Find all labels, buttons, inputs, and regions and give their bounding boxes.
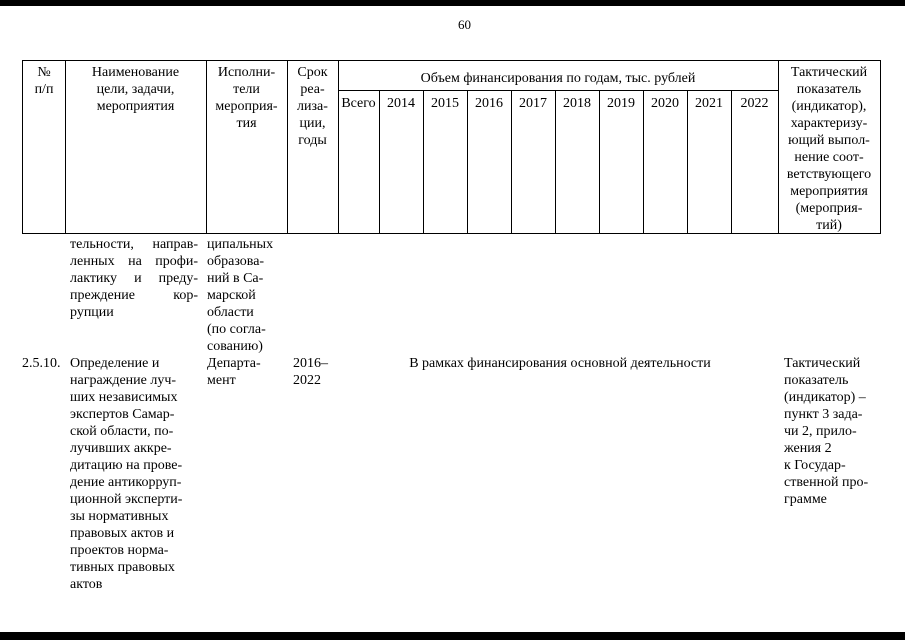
header-year: 2017 — [519, 96, 547, 111]
header-financing: Объем финансирования по годам, тыс. рублей — [420, 71, 696, 86]
header-executors: Исполни- тели мероприя- тия — [215, 65, 278, 131]
row-number: 2.5.10. — [22, 356, 61, 371]
header-term: Срок реа- лиза- ции, годы — [297, 65, 328, 148]
header-year: 2021 — [695, 96, 723, 111]
header-year: 2022 — [740, 96, 769, 111]
header-year: 2019 — [607, 96, 635, 111]
continuation-name: тельности, направ- ленных на профи- лактику и преду- преждение кор- рупции — [70, 237, 198, 320]
header-indicator: Тактический показатель (индикатор), характеризу- ющий выпол- нение соот- ветствующего мероприятия (мероприя- тий) — [786, 65, 872, 233]
header-year: 2016 — [475, 96, 503, 111]
row-executors: Департа- мент — [207, 356, 261, 388]
header-year: 2020 — [651, 96, 679, 111]
page-number: 60 — [458, 17, 471, 32]
finance-subheader-rule — [338, 90, 778, 91]
row-term: 2016– 2022 — [293, 356, 328, 388]
header-total: Всего — [341, 96, 376, 111]
table-header — [22, 60, 881, 234]
header-name: Наименование цели, задачи, мероприятия — [91, 65, 180, 114]
continuation-executors: ципальных образова- ний в Са- марской области (по согла- сованию) — [207, 237, 274, 354]
header-year: 2014 — [387, 96, 415, 111]
top-rule — [0, 0, 905, 6]
row-financing: В рамках финансирования основной деятельности — [409, 356, 711, 371]
row-indicator: Тактический показатель (индикатор) – пункт 3 зада- чи 2, прило- жения 2 к Государ- ственной про- грамме — [784, 356, 869, 507]
header-year: 2015 — [431, 96, 459, 111]
header-year: 2018 — [563, 96, 591, 111]
header-number: № п/п — [34, 65, 54, 97]
bottom-rule — [0, 632, 905, 640]
row-name: Определение и награждение луч- ших независимых экспертов Самар- ской области, по- лучивших аккре- дитацию на прове- дение антикорруп- ционной эксперти- зы нормативных правовых актов и проектов норма- тивных правовых актов — [70, 356, 183, 592]
